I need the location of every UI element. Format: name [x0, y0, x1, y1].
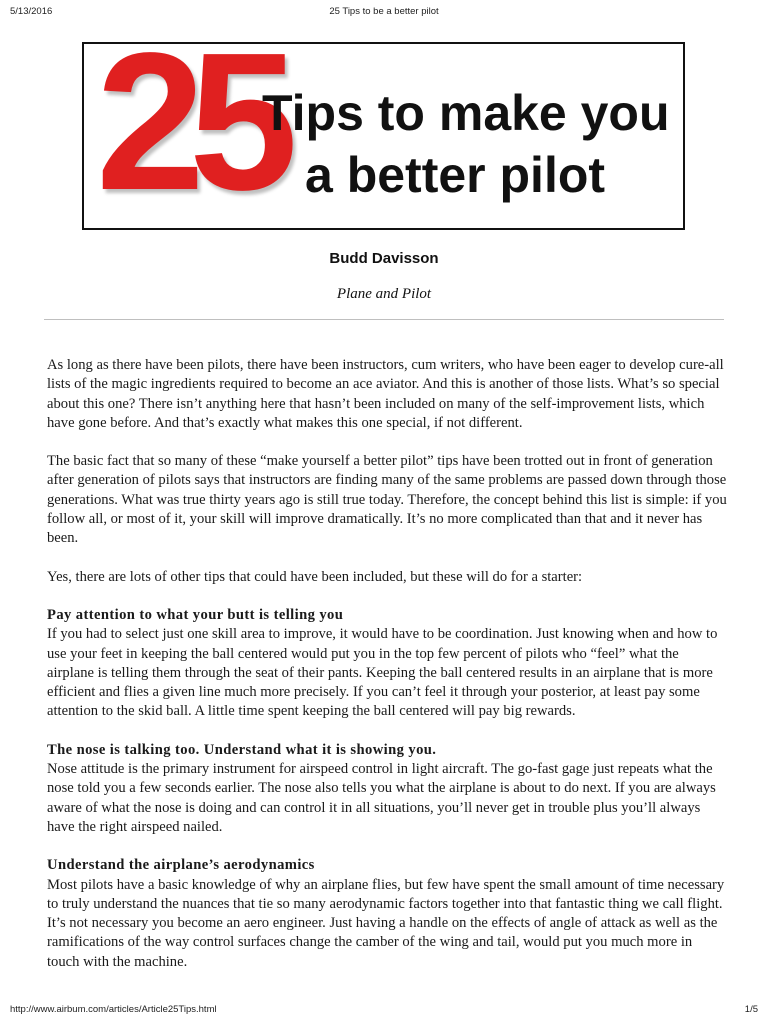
tip-body: Nose attitude is the primary instrument for airspeed control in light aircraft. The go-fast gage just repeats what the nose told you a few seconds earlier. The nose also tells you what the airplane is about to do next. If you are always aware of what the nose is doing and can control it in all situations, you’ll never get in trouble plus you’ll always have the right airspeed nailed. — [47, 761, 716, 835]
page-number: 1/5 — [744, 1004, 758, 1015]
article-body — [47, 356, 727, 991]
banner-line-1: Tips to make you — [262, 85, 670, 141]
intro-paragraph: As long as there have been pilots, there have been instructors, cum writers, who have been eager to develop cure-all lists of the magic ingredients required to become an ace aviator. And this is another of those lists. What’s so special about this one? There isn’t anything here that hasn’t been included on many of the self-improvement lists, which have gone before. And that’s exactly what makes this one special, if not different. — [47, 357, 724, 431]
banner-number: 25 — [96, 42, 283, 230]
tip-heading: The nose is talking too. Understand what it is showing you. — [47, 741, 437, 758]
tip-section — [47, 606, 727, 722]
tip-section — [47, 741, 727, 837]
author-name: Budd Davisson — [329, 250, 439, 267]
print-header — [10, 6, 758, 22]
tip-body: If you had to select just one skill area to improve, it would have to be coordination. Just knowing when and how to use your feet in keeping the ball centered would put you in the top few percent of pilots who “feel” what the airplane is telling them through the seat of their pants. Keeping the ball centered results in an airplane that is more efficient and flies a given line much more precisely. If you can’t feel it through your posterior, at least pay some attention to the skid ball. A little time spent keeping the ball centered will pay big rewards. — [47, 626, 718, 720]
tip-section — [47, 856, 727, 972]
print-date: 5/13/2016 — [10, 6, 53, 17]
banner-line-2: a better pilot — [305, 147, 606, 203]
horizontal-divider — [44, 319, 724, 320]
intro-paragraph: The basic fact that so many of these “make yourself a better pilot” tips have been trotted out in front of generation after generation of pilots says that instructors are finding many of the same problems are passed down through those generations. What was true thirty years ago is still true today. Therefore, the concept behind this list is simple: if you follow all, or most of it, your skill will improve dramatically. It’s no more complicated than that and it never has been. — [47, 453, 727, 547]
source-url[interactable]: http://www.airbum.com/articles/Article25Tips.html — [10, 1004, 217, 1015]
publication-name: Plane and Pilot — [336, 286, 432, 302]
print-page-title: 25 Tips to be a better pilot — [329, 6, 439, 17]
print-footer — [10, 1004, 758, 1018]
tip-heading: Understand the airplane’s aerodynamics — [47, 857, 315, 874]
tip-body: Most pilots have a basic knowledge of why an airplane flies, but few have spent the small amount of time necessary to truly understand the nuances that tie so many aerodynamic factors together into that fantastic thing we call flight. It’s not necessary you become an aero engineer. Just having a handle on the effects of angle of attack as well as the ramifications of the way control surfaces change the camber of the wing and tail, would put you much more in touch with the machine. — [47, 876, 725, 970]
title-banner — [82, 42, 685, 230]
tip-heading: Pay attention to what your butt is telling you — [47, 606, 344, 623]
intro-paragraph: Yes, there are lots of other tips that could have been included, but these will do for a starter: — [47, 568, 583, 585]
